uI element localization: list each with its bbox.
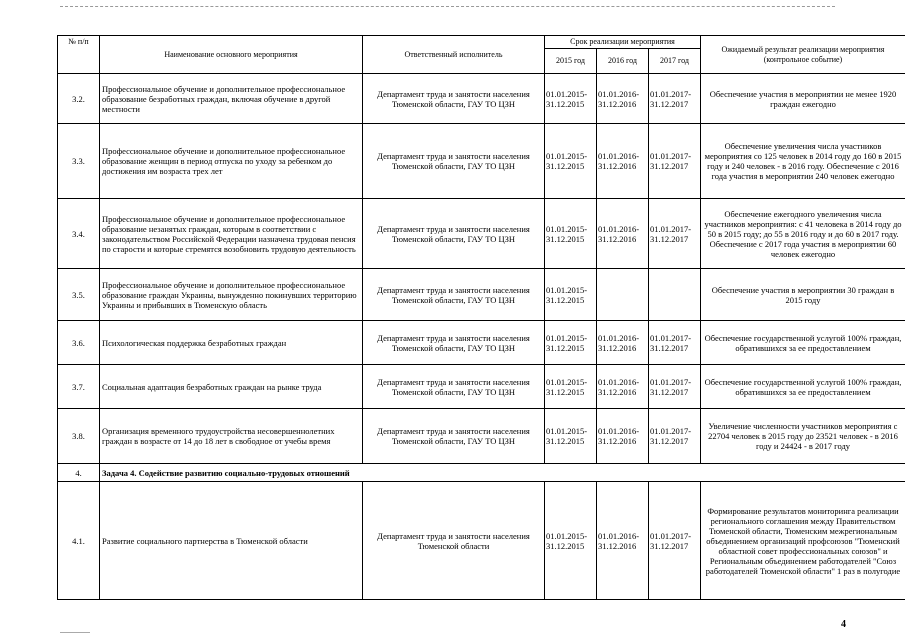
row-exec: Департамент труда и занятости населения Тюменской области, ГАУ ТО ЦЗН	[363, 409, 545, 464]
row-name: Социальная адаптация безработных граждан на рынке труда	[100, 365, 363, 409]
row-name: Организация временного трудоустройства несовершеннолетних граждан в возрасте от 14 до 18 лет в свободное от учебы время	[100, 409, 363, 464]
row-name: Профессиональное обучение и дополнительное профессиональное образование безработных граждан, включая обучение в другой местности	[100, 74, 363, 124]
header-exec: Ответственный исполнитель	[363, 36, 545, 74]
row-result: Обеспечение участия в мероприятии не менее 1920 граждан ежегодно	[701, 74, 905, 124]
row-result: Обеспечение ежегодного увеличения числа участников мероприятия: с 41 человека в 2014 году до 50 в 2015 году; до 55 в 2016 году и до 60 в 2017 году. Обеспечение с 2017 года участия в мероприятии 60 человек ежегодно	[701, 199, 905, 269]
row-2017: 01.01.2017-31.12.2017	[649, 74, 701, 124]
row-exec: Департамент труда и занятости населения Тюменской области, ГАУ ТО ЦЗН	[363, 321, 545, 365]
row-num: 3.4.	[58, 199, 100, 269]
row-exec: Департамент труда и занятости населения Тюменской области	[363, 482, 545, 600]
header-period: Срок реализации мероприятия	[545, 36, 701, 49]
row-exec: Департамент труда и занятости населения Тюменской области, ГАУ ТО ЦЗН	[363, 269, 545, 321]
row-num: 3.5.	[58, 269, 100, 321]
header-result: Ожидаемый результат реализации мероприятия (контрольное событие)	[701, 36, 905, 74]
row-exec: Департамент труда и занятости населения Тюменской области, ГАУ ТО ЦЗН	[363, 199, 545, 269]
table-row	[58, 199, 905, 269]
table-row	[58, 365, 905, 409]
row-name: Психологическая поддержка безработных граждан	[100, 321, 363, 365]
row-exec: Департамент труда и занятости населения Тюменской области, ГАУ ТО ЦЗН	[363, 124, 545, 199]
row-name: Профессиональное обучение и дополнительное профессиональное образование незанятых граждан, которым в соответствии с законодательством Российской Федерации назначена трудовая пенсия по старости и которые стремятся возобновить трудовую деятельность	[100, 199, 363, 269]
top-dashed-line	[60, 6, 835, 7]
task-num: 4.	[58, 464, 100, 482]
row-result: Обеспечение увеличения числа участников мероприятия со 125 человек в 2014 году до 160 в 2015 году и 240 человек - в 2016 году. Обеспечение с 2016 года участия в мероприятии 240 человек ежегодно	[701, 124, 905, 199]
row-name: Развитие социального партнерства в Тюменской области	[100, 482, 363, 600]
table-row	[58, 409, 905, 464]
row-result: Обеспечение государственной услугой 100% граждан, обратившихся за ее предоставлением	[701, 321, 905, 365]
row-num: 3.3.	[58, 124, 100, 199]
row-name: Профессиональное обучение и дополнительное профессиональное образование граждан Украины, вынужденно покинувших территорию Украины и прибывших в Тюменскую область	[100, 269, 363, 321]
row-num: 3.8.	[58, 409, 100, 464]
row-2015: 01.01.2015-31.12.2015	[545, 365, 597, 409]
row-2015: 01.01.2015-31.12.2015	[545, 74, 597, 124]
row-result: Обеспечение государственной услугой 100% граждан, обратившихся за ее предоставлением	[701, 365, 905, 409]
task-row	[58, 464, 905, 482]
task-title: Задача 4. Содействие развитию социально-трудовых отношений	[100, 464, 905, 482]
row-result: Обеспечение участия в мероприятии 30 граждан в 2015 году	[701, 269, 905, 321]
row-2017: 01.01.2017-31.12.2017	[649, 365, 701, 409]
row-2015: 01.01.2015-31.12.2015	[545, 124, 597, 199]
row-num: 4.1.	[58, 482, 100, 600]
row-exec: Департамент труда и занятости населения Тюменской области, ГАУ ТО ЦЗН	[363, 74, 545, 124]
row-2016: 01.01.2016-31.12.2016	[597, 199, 649, 269]
row-result: Формирование результатов мониторинга реализации регионального соглашения между Правительством Тюменской области, Тюменским межрегиональным объединением организаций профсоюзов "Тюменский областной совет профессиональных союзов" и Региональным объединением работодателей "Союз работодателей Тюменской области" 1 раз в полугодие	[701, 482, 905, 600]
row-2017: 01.01.2017-31.12.2017	[649, 124, 701, 199]
row-2016	[597, 269, 649, 321]
bottom-rule	[60, 632, 90, 633]
row-result: Увеличение численности участников мероприятия с 22704 человек в 2015 году до 23521 человек - в 2016 году и 24424 - в 2017 году	[701, 409, 905, 464]
header-name: Наименование основного мероприятия	[100, 36, 363, 74]
header-num: № п/п	[58, 36, 100, 74]
header-2015: 2015 год	[545, 49, 597, 74]
row-2016: 01.01.2016-31.12.2016	[597, 74, 649, 124]
table-row	[58, 321, 905, 365]
table-row	[58, 74, 905, 124]
row-2017: 01.01.2017-31.12.2017	[649, 482, 701, 600]
row-name: Профессиональное обучение и дополнительное профессиональное образование женщин в период отпуска по уходу за ребенком до достижения им возраста трех лет	[100, 124, 363, 199]
row-num: 3.6.	[58, 321, 100, 365]
row-2016: 01.01.2016-31.12.2016	[597, 321, 649, 365]
row-2016: 01.01.2016-31.12.2016	[597, 482, 649, 600]
row-2017	[649, 269, 701, 321]
row-num: 3.2.	[58, 74, 100, 124]
row-2015: 01.01.2015-31.12.2015	[545, 269, 597, 321]
row-2016: 01.01.2016-31.12.2016	[597, 365, 649, 409]
activities-table	[57, 35, 905, 600]
row-2015: 01.01.2015-31.12.2015	[545, 409, 597, 464]
row-2017: 01.01.2017-31.12.2017	[649, 321, 701, 365]
row-num: 3.7.	[58, 365, 100, 409]
table-row	[58, 124, 905, 199]
table-row	[58, 269, 905, 321]
row-2016: 01.01.2016-31.12.2016	[597, 409, 649, 464]
row-2015: 01.01.2015-31.12.2015	[545, 321, 597, 365]
row-2015: 01.01.2015-31.12.2015	[545, 199, 597, 269]
header-2016: 2016 год	[597, 49, 649, 74]
table-row	[58, 482, 905, 600]
row-2017: 01.01.2017-31.12.2017	[649, 409, 701, 464]
header-2017: 2017 год	[649, 49, 701, 74]
row-2016: 01.01.2016-31.12.2016	[597, 124, 649, 199]
row-2015: 01.01.2015-31.12.2015	[545, 482, 597, 600]
page-number: 4	[841, 619, 846, 630]
row-2017: 01.01.2017-31.12.2017	[649, 199, 701, 269]
row-exec: Департамент труда и занятости населения Тюменской области, ГАУ ТО ЦЗН	[363, 365, 545, 409]
